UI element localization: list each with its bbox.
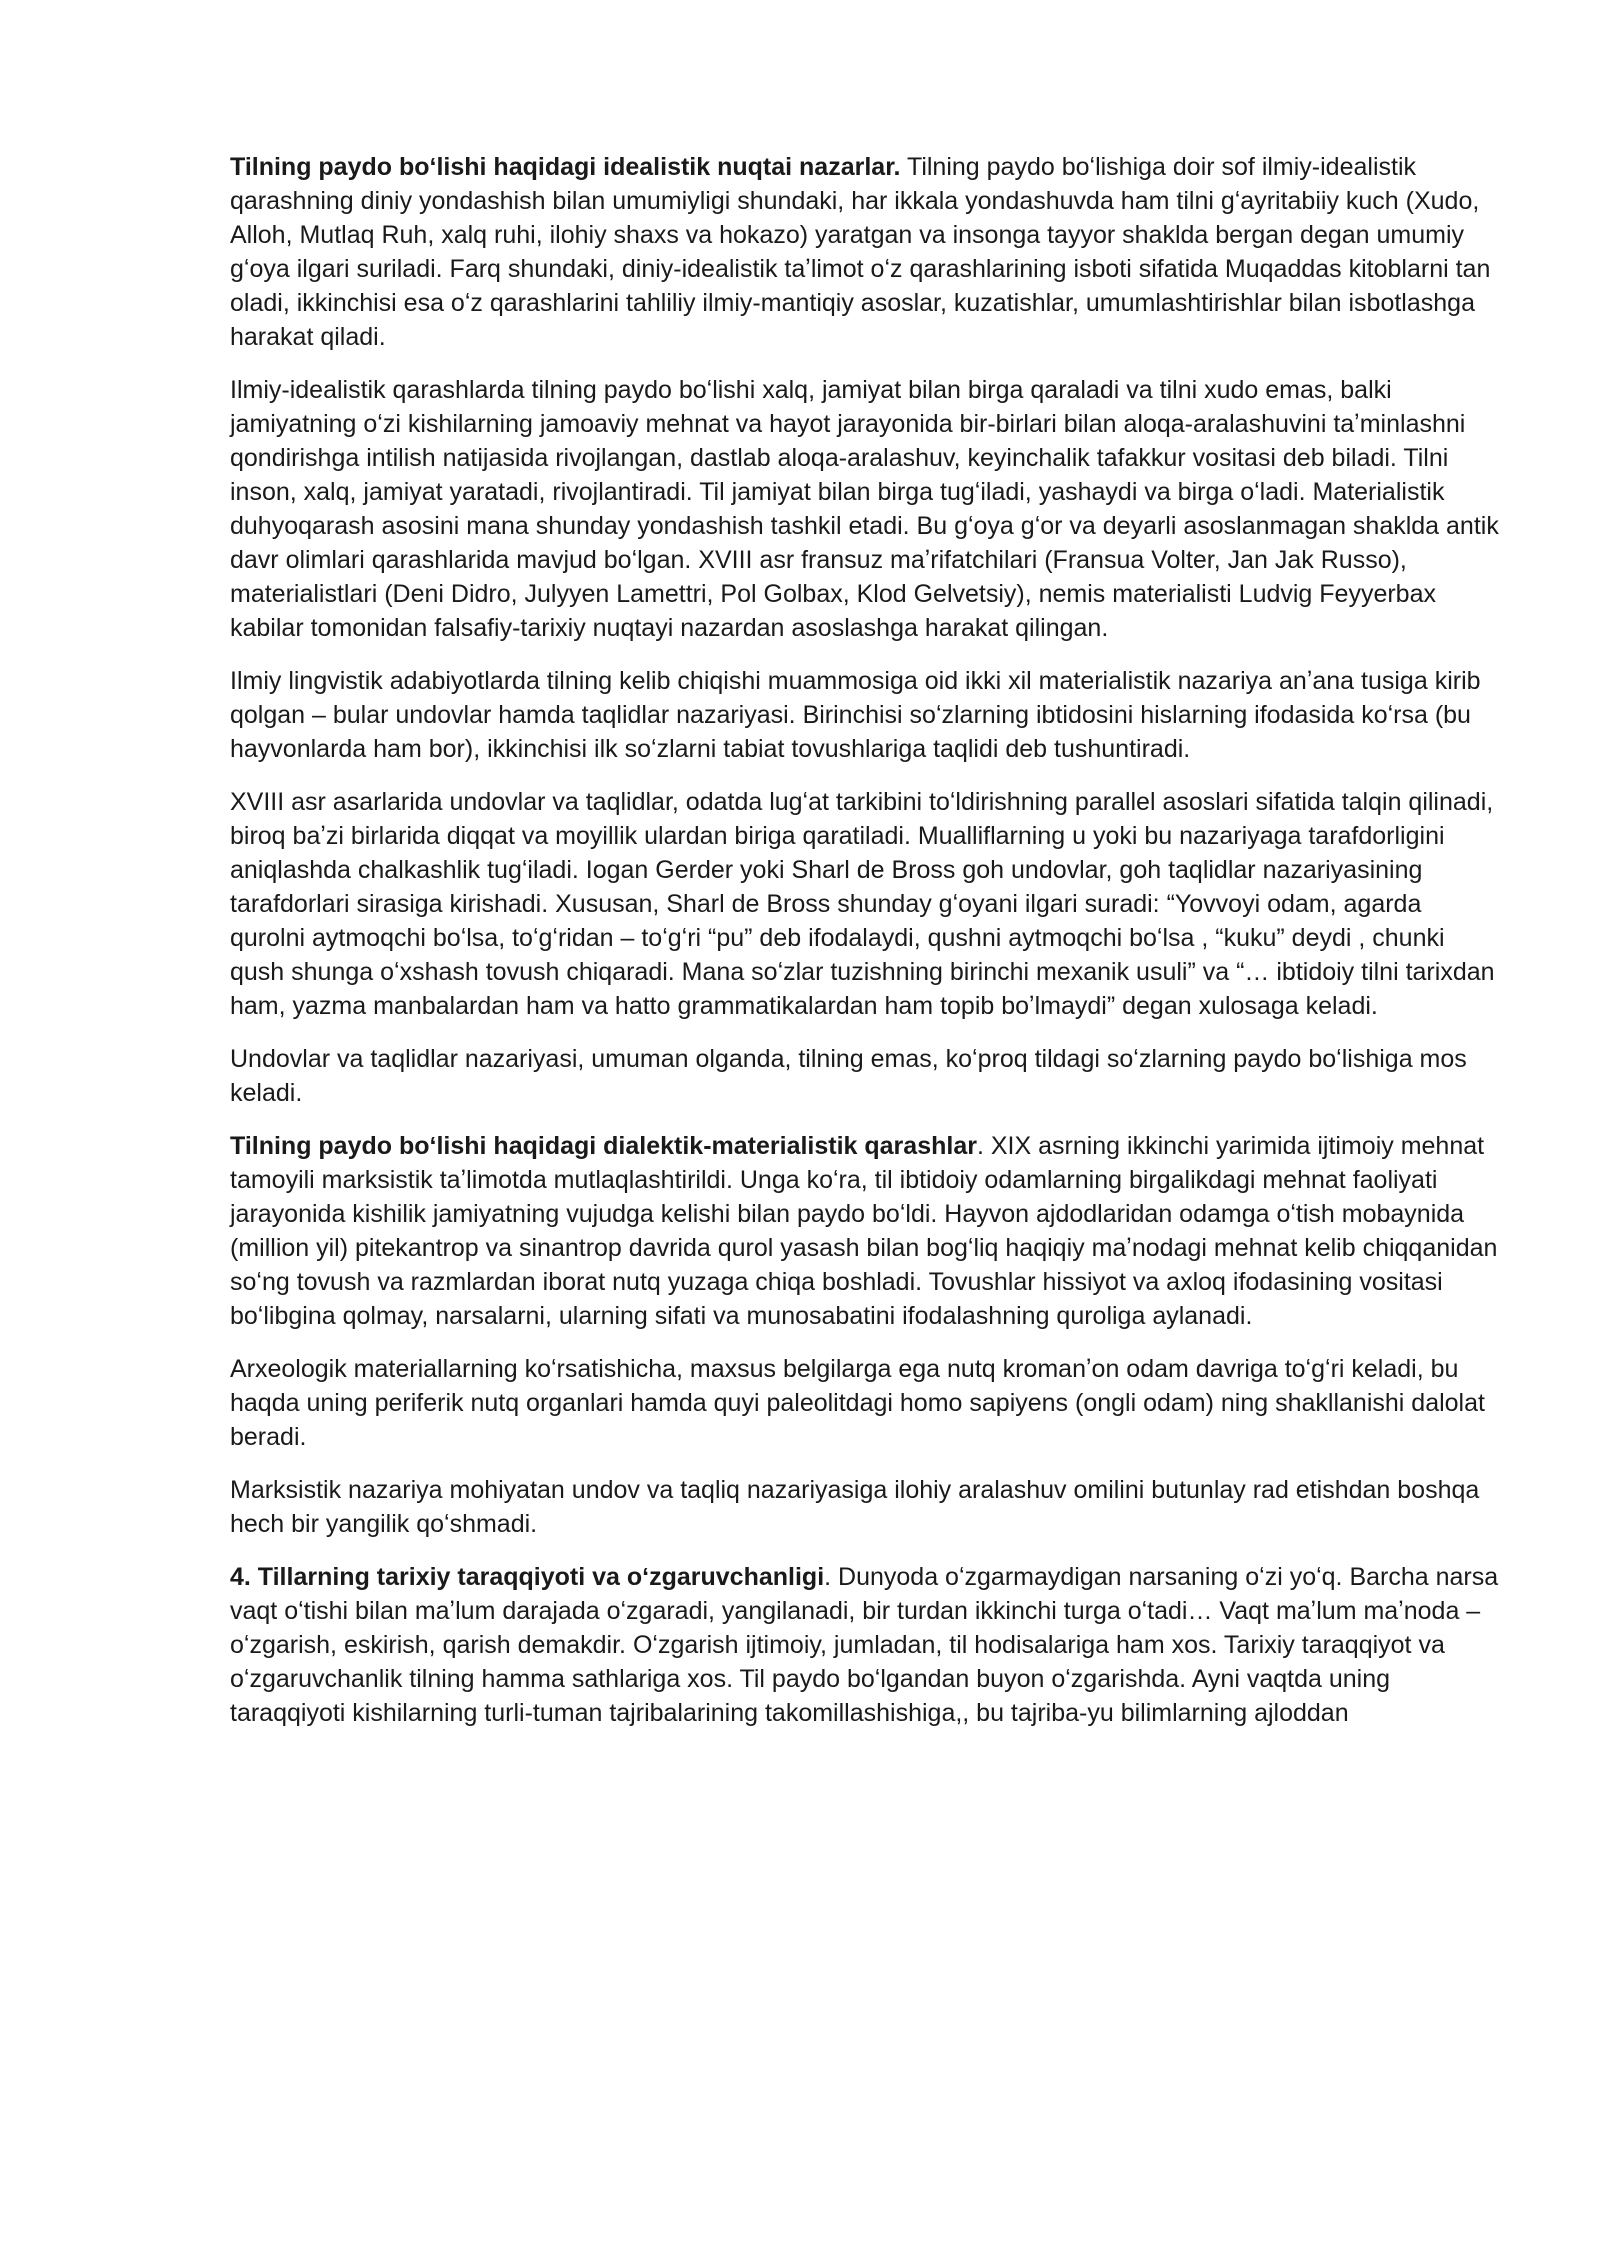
document-page [230, 150, 1500, 1749]
paragraph-text: Tilning paydo boʻlishiga doir sof ilmiy-idealistik qarashning diniy yondashish bilan umumiyligi shundaki, har ikkala yondashuvda ham tilni gʻayritabiiy kuch (Xudo, Alloh, Mutlaq Ruh, xalq ruhi, ilohiy shaxs va hokazo) yaratgan va insonga tayyor shaklda bergan degan umumiy gʻoya ilgari suriladi. Farq shundaki, diniy-idealistik taʼlimot oʻz qarashlarining isboti sifatida Muqaddas kitoblarni tan oladi, ikkinchisi esa oʻz qarashlarini tahliliy ilmiy-mantiqiy asoslar, kuzatishlar, umumlashtirishlar bilan isbotlashga harakat qiladi. [230, 153, 1491, 351]
paragraph-xviii-century [230, 785, 1500, 1023]
paragraph-linguistic-literature [230, 664, 1500, 766]
paragraph-archaeological [230, 1352, 1500, 1454]
paragraph-text: Undovlar va taqlidlar nazariyasi, umuman olganda, tilning emas, koʻproq tildagi soʻzlarning paydo boʻlishiga mos keladi. [230, 1045, 1467, 1107]
paragraph-text: Marksistik nazariya mohiyatan undov va taqliq nazariyasiga ilohiy aralashuv omilini butunlay rad etishdan boshqa hech bir yangilik qoʻshmadi. [230, 1476, 1480, 1538]
paragraph-dialectical-materialist [230, 1129, 1500, 1333]
section-heading-dialectical-materialist: Tilning paydo boʻlishi haqidagi dialektik-materialistik qarashlar [230, 1132, 977, 1160]
paragraph-scientific-idealistic [230, 373, 1500, 645]
section-heading-idealistic-views: Tilning paydo boʻlishi haqidagi idealistik nuqtai nazarlar. [230, 153, 901, 181]
paragraph-text: Ilmiy-idealistik qarashlarda tilning paydo boʻlishi xalq, jamiyat bilan birga qaraladi va tilni xudo emas, balki jamiyatning oʻzi kishilarning jamoaviy mehnat va hayot jarayonida bir-birlari bilan aloqa-aralashuvini taʼminlashni qondirishga intilish natijasida rivojlangan, dastlab aloqa-aralashuv, keyinchalik tafakkur vositasi deb biladi. Tilni inson, xalq, jamiyat yaratadi, rivojlantiradi. Til jamiyat bilan birga tugʻiladi, yashaydi va birga oʻladi. Materialistik duhyoqarash asosini mana shunday yondashish tashkil etadi. Bu gʻoya gʻor va deyarli asoslanmagan shaklda antik davr olimlari qarashlarida mavjud boʻlgan. XVIII asr fransuz maʼrifatchilari (Fransua Volter, Jan Jak Russo), materialistlari (Deni Didro, Julyyen Lamettri, Pol Golbax, Klod Gelvetsiy), nemis materialisti Ludvig Feyyerbax kabilar tomonidan falsafiy-tarixiy nuqtayi nazardan asoslashga harakat qilingan. [230, 376, 1499, 642]
paragraph-marxist-theory [230, 1473, 1500, 1541]
section-heading-historical-development: 4. Tillarning tarixiy taraqqiyoti va oʻzgaruvchanligi [230, 1563, 825, 1591]
paragraph-text: Ilmiy lingvistik adabiyotlarda tilning kelib chiqishi muammosiga oid ikki xil materialistik nazariya anʼana tusiga kirib qolgan – bular undovlar hamda taqlidlar nazariyasi. Birinchisi soʻzlarning ibtidosini hislarning ifodasida koʻrsa (bu hayvonlarda ham bor), ikkinchisi ilk soʻzlarni tabiat tovushlariga taqlidi deb tushuntiradi. [230, 667, 1481, 763]
paragraph-interjection-theory [230, 1042, 1500, 1110]
paragraph-text: . Dunyoda oʻzgarmaydigan narsaning oʻzi yoʻq. Barcha narsa vaqt oʻtishi bilan maʼlum darajada oʻzgaradi, yangilanadi, bir turdan ikkinchi turga oʻtadi… Vaqt maʼlum maʼnoda – oʻzgarish, eskirish, qarish demakdir. Oʻzgarish ijtimoiy, jumladan, til hodisalariga ham xos. Tarixiy taraqqiyot va oʻzgaruvchanlik tilning hamma sathlariga xos. Til paydo boʻlgandan buyon oʻzgarishda. Ayni vaqtda uning taraqqiyoti kishilarning turli-tuman tajribalarining takomillashishiga,, bu tajriba-yu bilimlarning ajloddan [230, 1563, 1499, 1727]
paragraph-text: . XIX asrning ikkinchi yarimida ijtimoiy mehnat tamoyili marksistik taʼlimotda mutlaqlashtirildi. Unga koʻra, til ibtidoiy odamlarning birgalikdagi mehnat faoliyati jarayonida kishilik jamiyatning vujudga kelishi bilan paydo boʻldi. Hayvon ajdodlaridan odamga oʻtish mobaynida (million yil) pitekantrop va sinantrop davrida qurol yasash bilan bogʻliq haqiqiy maʼnodagi mehnat kelib chiqqanidan soʻng tovush va razmlardan iborat nutq yuzaga chiqa boshladi. Tovushlar hissiyot va axloq ifodasining vositasi boʻlibgina qolmay, narsalarni, ularning sifati va munosabatini ifodalashning quroliga aylanadi. [230, 1132, 1498, 1330]
paragraph-historical-development [230, 1560, 1500, 1730]
paragraph-idealistic-views [230, 150, 1500, 354]
paragraph-text: Arxeologik materiallarning koʻrsatishicha, maxsus belgilarga ega nutq kromanʼon odam davriga toʻgʻri keladi, bu haqda uning periferik nutq organlari hamda quyi paleolitdagi homo sapiyens (ongli odam) ning shakllanishi dalolat beradi. [230, 1355, 1485, 1451]
paragraph-text: XVIII asr asarlarida undovlar va taqlidlar, odatda lugʻat tarkibini toʻldirishning parallel asoslari sifatida talqin qilinadi, biroq baʼzi birlarida diqqat va moyillik ulardan biriga qaratiladi. Mualliflarning u yoki bu nazariyaga tarafdorligini aniqlashda chalkashlik tugʻiladi. Iogan Gerder yoki Sharl de Bross goh undovlar, goh taqlidlar nazariyasining tarafdorlari sirasiga kirishadi. Xususan, Sharl de Bross shunday gʻoyani ilgari suradi: “Yovvoyi odam, agarda qurolni aytmoqchi boʻlsa, toʻgʻridan – toʻgʻri “pu” deb ifodalaydi, qushni aytmoqchi boʻlsa , “kuku” deydi , chunki qush shunga oʻxshash tovush chiqaradi. Mana soʻzlar tuzishning birinchi mexanik usuli” va “… ibtidoiy tilni tarixdan ham, yazma manbalardan ham va hatto grammatikalardan ham topib boʼlmaydi” degan xulosaga keladi. [230, 788, 1495, 1020]
